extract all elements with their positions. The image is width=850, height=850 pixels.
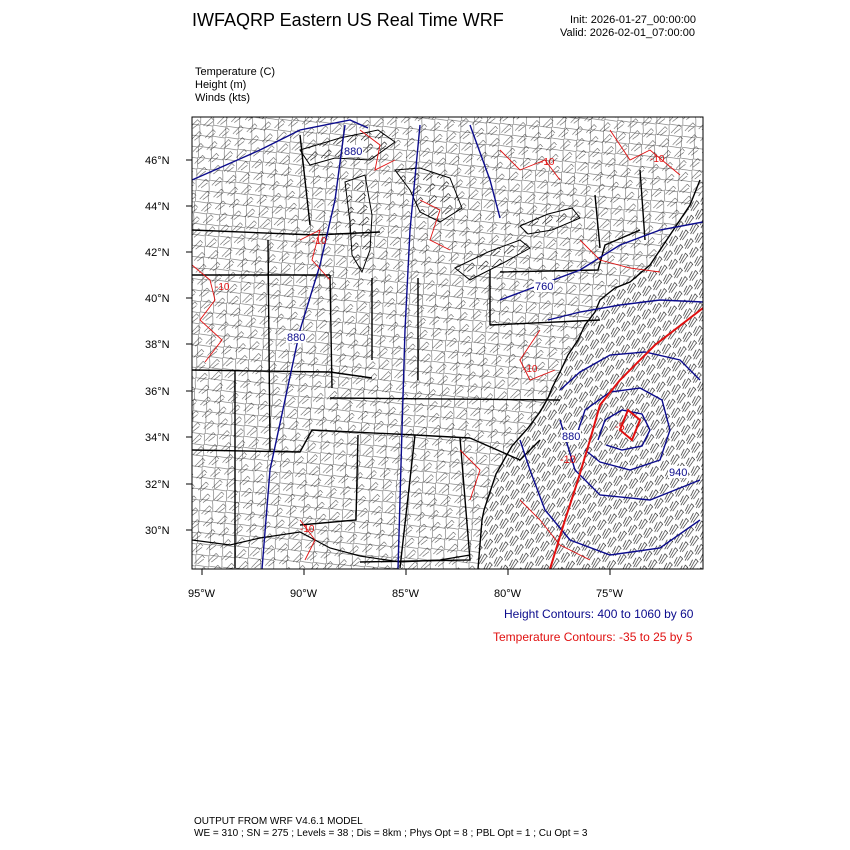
longitude-axis bbox=[188, 569, 624, 600]
temperature-contour-label: -10 bbox=[300, 524, 315, 535]
lat-label: 46°N bbox=[145, 155, 170, 167]
legend-winds: Winds (kts) bbox=[195, 92, 250, 104]
temperature-contour-label: -10 bbox=[540, 157, 555, 168]
latitude-axis bbox=[145, 155, 192, 537]
init-time: Init: 2026-01-27_00:00:00 bbox=[570, 14, 696, 26]
height-contour-label: 760 bbox=[535, 281, 554, 293]
lat-label: 32°N bbox=[145, 479, 170, 491]
lon-label: 75°W bbox=[596, 588, 624, 600]
lat-label: 40°N bbox=[145, 293, 170, 305]
height-contour-label: 940 bbox=[669, 467, 688, 479]
height-contour-label: 880 bbox=[562, 431, 581, 443]
footer-model: OUTPUT FROM WRF V4.6.1 MODEL bbox=[194, 816, 363, 827]
temperature-contour-label: -10 bbox=[523, 364, 538, 375]
temperature-contour-label: -10 bbox=[560, 454, 576, 466]
lat-label: 42°N bbox=[145, 247, 170, 259]
temperature-contour-label: -5 bbox=[615, 421, 625, 433]
lat-label: 44°N bbox=[145, 201, 170, 213]
valid-time: Valid: 2026-02-01_07:00:00 bbox=[560, 27, 695, 39]
chart-title: IWFAQRP Eastern US Real Time WRF bbox=[192, 10, 504, 30]
legend-temperature: Temperature (C) bbox=[195, 66, 276, 78]
lat-label: 30°N bbox=[145, 525, 170, 537]
lon-label: 80°W bbox=[494, 588, 522, 600]
lon-label: 95°W bbox=[188, 588, 216, 600]
temperature-contour-label: -10 bbox=[215, 282, 230, 293]
temperature-contour-label: -10 bbox=[650, 154, 665, 165]
lon-label: 90°W bbox=[290, 588, 318, 600]
temperature-contour-label: -10 bbox=[312, 236, 327, 247]
lon-label: 85°W bbox=[392, 588, 420, 600]
lat-label: 34°N bbox=[145, 432, 170, 444]
legend-height: Height (m) bbox=[195, 79, 247, 91]
height-contour-label: 880 bbox=[287, 332, 306, 344]
height-contour-info: Height Contours: 400 to 1060 by 60 bbox=[504, 607, 694, 621]
footer-config: WE = 310 ; SN = 275 ; Levels = 38 ; Dis = 8km ; Phys Opt = 8 ; PBL Opt = 1 ; Cu Opt = 3 bbox=[194, 828, 588, 839]
height-contour-label: 880 bbox=[344, 146, 363, 158]
lat-label: 38°N bbox=[145, 339, 170, 351]
lat-label: 36°N bbox=[145, 386, 170, 398]
temperature-contour-info: Temperature Contours: -35 to 25 by 5 bbox=[493, 630, 693, 644]
map-field bbox=[192, 117, 703, 569]
